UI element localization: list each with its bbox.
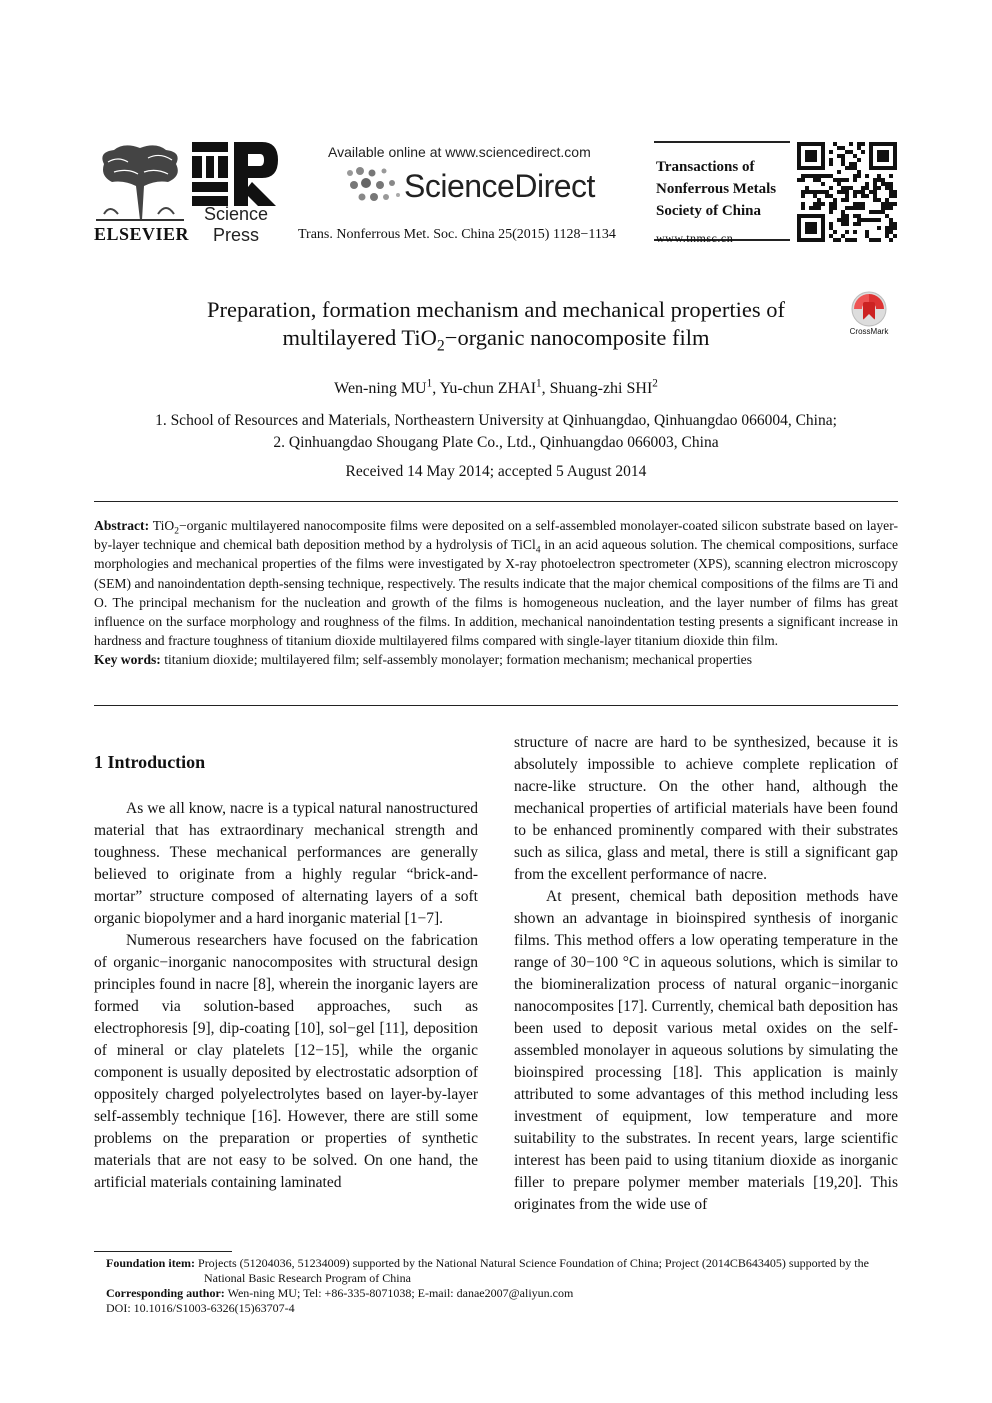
available-online-text[interactable]: Available online at www.sciencedirect.com [328,144,591,160]
journal-title-line-2: Nonferrous Metals [656,181,777,197]
science-press-logo-text [196,204,276,246]
author-separator: , [432,380,440,397]
crossmark-label: CrossMark [849,327,889,336]
abstract-label: Abstract: [94,518,150,533]
column-left [94,798,478,1194]
journal-title-box [654,141,790,241]
journal-title-line-3: Society of China [656,203,761,219]
foundation-label: Foundation item: [106,1256,196,1270]
title-part-a: multilayered TiO [282,325,437,350]
article-title [120,296,872,355]
keywords-text: titanium dioxide; multilayered film; self-assembly monolayer; formation mechanism; mechanical properties [164,652,752,668]
corresponding-author [106,1286,900,1301]
footnote [106,1256,900,1316]
abstract-text-3: in an acid aqueous solution. The chemical compositions, surface morphologies and mechanical properties of the films were investigated by X-ray photoelectron spectrometer (XPS), scanning electron microscopy (SEM) and nanoindentation depth-sensing technique, respectively. The results indicate that the major chemical compositions of the films are Ti and O. The principal mechanism for the nucleation and growth of the films is homogeneous nucleation, and the layer number of films has great influence on the surface morphology and roughness of the films. In addition, mechanical nanoindentation testing presents a significant increase in hardness and fracture toughness of titanium dioxide multilayered films compared with single-layer titanium dioxide thin film. [94,537,898,649]
keywords-label: Key words: [94,652,161,668]
footnote-divider [94,1251,232,1252]
article-title-line-1: Preparation, formation mechanism and mechanical properties of [207,297,785,322]
author-name: Shuang-zhi SHI [549,380,653,397]
corresponding-label: Corresponding author: [106,1286,225,1300]
divider-top [94,501,898,502]
affiliation-1: 1. School of Resources and Materials, Northeastern University at Qinhuangdao, Qinhuangdao 066004, China; [155,412,837,429]
sciencedirect-dots-icon [342,165,404,205]
title-subscript: 2 [436,337,445,355]
abstract-body [94,516,898,650]
section-heading: 1 Introduction [94,752,206,772]
abstract-subscript-1: 2 [174,526,179,537]
author-list [0,377,992,398]
doi[interactable]: DOI: 10.1016/S1003-6326(15)63707-4 [106,1301,295,1315]
divider-bottom [94,705,898,706]
foundation-item [106,1256,900,1286]
paragraph: Numerous researchers have focused on the fabrication of organic−inorganic nanocomposites with structural design principles found in nacre [8], wherein the inorganic layers are formed via solution-based approaches, such as electrophoresis [9], dip-coating [10], sol−gel [11], deposition of mineral or clay platelets [12−15], while the organic component is usually deposited by electrostatic adsorption of oppositely charged polyelectrolytes based on layer-by-layer self-assembly technique [16]. However, there are still some problems on the preparation or properties of synthetic materials that are not easy to be solved. On one hand, the artificial materials containing laminated [94,932,478,1191]
column-right [514,732,898,1216]
author-affiliation-mark: 2 [652,377,658,390]
affiliation-2: 2. Qinhuangdao Shougang Plate Co., Ltd., Qinhuangdao 066003, China [273,434,719,451]
foundation-text: Projects (51204036, 51234009) supported by the National Natural Science Foundation of China; Project (2014CB643405) supported by the National Basic Research Program of China [198,1256,869,1285]
abstract-text-1: TiO [152,518,175,533]
paragraph: At present, chemical bath deposition methods have shown an advantage in bioinspired synthesis of inorganic films. This method offers a low operating temperature in the range of 30−100 °C in aqueous solutions, which is similar to the biomineralization process of natural organic−inorganic nanocomposites [17]. Currently, chemical bath deposition has been used to deposit various metal oxides on the self-assembled monolayer in aqueous solutions by simulating the bioinspired processing [18]. This application is mainly attributed to some advantages of this method including less investment of equipment, low temperature and more suitability to the substrates. In recent years, large scientific interest has been paid to using titanium dioxide as inorganic filler to prepare polymer member materials [19,20]. This originates from the wide use of [514,888,898,1213]
received-dates: Received 14 May 2014; accepted 5 August 2014 [345,463,647,480]
abstract [94,516,898,670]
author [439,377,550,397]
science-press-logo-icon [192,142,278,206]
journal-title [656,156,776,222]
title-part-b: −organic nanocomposite film [444,325,710,350]
elsevier-tree-logo-icon [94,142,186,222]
keywords [94,650,898,669]
science-press-line-1: Science [203,204,269,224]
journal-title-line-1: Transactions of [656,159,755,175]
journal-citation: Trans. Nonferrous Met. Soc. China 25(2015) 1128−1134 [298,227,616,242]
author-separator: , [541,380,550,397]
paragraph: structure of nacre are hard to be synthesized, because it is absolutely impossible to achieve complete replication of nacre-like structure. On the other hand, although the mechanical properties of artificial materials have been found to be enhanced prominently compared with their substrates such as silica, glass and metal, there is still a significant gap from the excellent performance of nacre. [514,734,898,883]
author-name: Yu-chun ZHAI [439,380,537,397]
affiliations [0,410,992,454]
abstract-subscript-2: 4 [535,545,541,556]
author [334,377,440,397]
article-title-line-2 [120,324,872,355]
elsevier-logo-text: ELSEVIER [94,224,190,244]
paragraph: As we all know, nacre is a typical natural nanostructured material that has extraordinary mechanical strength and toughness. These mechanical performances are generally believed to originate from a highly regular “brick-and-mortar” structure composed of alternating layers of a soft organic biopolymer and a hard inorganic material [1−7]. [94,800,478,927]
sciencedirect-logo-text: ScienceDirect [404,168,595,204]
corresponding-text: Wen-ning MU; Tel: +86-335-8071038; E-mail: danae2007@aliyun.com [227,1286,574,1300]
qr-code-icon [797,142,897,242]
science-press-line-2: Press [212,225,259,245]
abstract-text-2: −organic multilayered nanocomposite films were deposited on a self-assembled monolayer-coated silicon substrate based on layer-by-layer technique and chemical bath deposition method by a hydrolysis of TiCl [94,518,898,553]
author-affiliation-mark: 1 [536,377,542,390]
journal-url[interactable]: www.tnmsc.cn [656,231,734,245]
author-name: Wen-ning MU [334,380,427,397]
author [549,377,658,397]
author-affiliation-mark: 1 [426,377,433,390]
